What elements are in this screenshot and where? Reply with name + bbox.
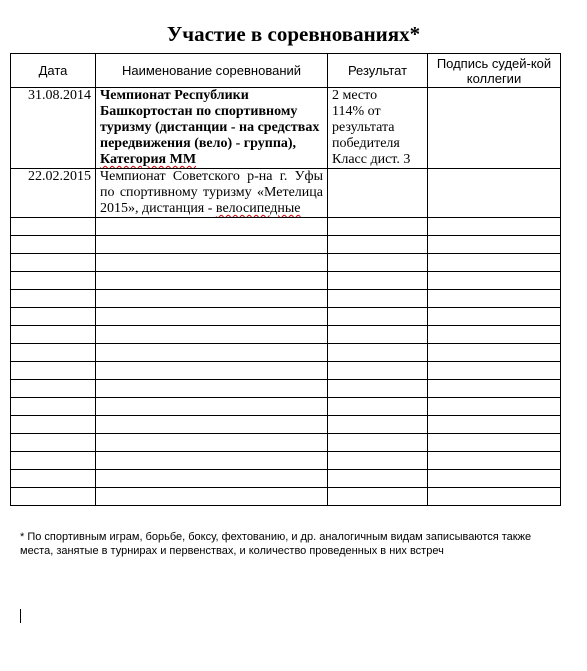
empty-cell-signature[interactable]: [428, 326, 561, 344]
empty-cell-result[interactable]: [328, 290, 428, 308]
empty-cell-date[interactable]: [11, 236, 96, 254]
result-line: Класс дист. 3: [332, 152, 411, 167]
empty-cell-signature[interactable]: [428, 398, 561, 416]
empty-table-row: [11, 344, 561, 362]
empty-cell-date[interactable]: [11, 326, 96, 344]
header-date: Дата: [11, 54, 96, 88]
empty-cell-name[interactable]: [96, 398, 328, 416]
empty-table-row: [11, 380, 561, 398]
empty-cell-signature[interactable]: [428, 236, 561, 254]
empty-cell-name[interactable]: [96, 308, 328, 326]
empty-cell-date[interactable]: [11, 470, 96, 488]
footnote: * По спортивным играм, борьбе, боксу, фехтованию, и др. аналогичным видам записываются также места, занятые в турнирах и первенствах, и количество проведенных в них встреч: [20, 531, 532, 557]
empty-cell-signature[interactable]: [428, 254, 561, 272]
empty-cell-name[interactable]: [96, 416, 328, 434]
empty-cell-signature[interactable]: [428, 344, 561, 362]
empty-cell-result[interactable]: [328, 326, 428, 344]
empty-cell-date[interactable]: [11, 434, 96, 452]
result-line: 114% от: [332, 104, 381, 119]
empty-cell-date[interactable]: [11, 218, 96, 236]
empty-cell-signature[interactable]: [428, 380, 561, 398]
empty-cell-result[interactable]: [328, 434, 428, 452]
table-header-row: [11, 54, 561, 88]
empty-cell-signature[interactable]: [428, 290, 561, 308]
table-row: [11, 169, 561, 218]
empty-cell-result[interactable]: [328, 470, 428, 488]
empty-cell-date[interactable]: [11, 416, 96, 434]
empty-cell-result[interactable]: [328, 218, 428, 236]
text-cursor: [20, 609, 21, 623]
empty-cell-name[interactable]: [96, 254, 328, 272]
empty-cell-date[interactable]: [11, 488, 96, 506]
empty-cell-result[interactable]: [328, 254, 428, 272]
empty-table-row: [11, 218, 561, 236]
empty-cell-signature[interactable]: [428, 488, 561, 506]
page-title: Участие в соревнованиях*: [166, 22, 421, 46]
empty-cell-signature[interactable]: [428, 362, 561, 380]
empty-cell-result[interactable]: [328, 272, 428, 290]
empty-cell-date[interactable]: [11, 254, 96, 272]
empty-cell-date[interactable]: [11, 344, 96, 362]
empty-table-row: [11, 470, 561, 488]
row-name[interactable]: [96, 169, 328, 218]
empty-cell-result[interactable]: [328, 308, 428, 326]
empty-cell-date[interactable]: [11, 398, 96, 416]
row-signature[interactable]: [428, 88, 561, 169]
empty-cell-signature[interactable]: [428, 452, 561, 470]
empty-table-row: [11, 290, 561, 308]
empty-cell-signature[interactable]: [428, 308, 561, 326]
row-name-tail: Категория ММ: [100, 152, 197, 167]
header-name: Наименование соревнований: [96, 54, 328, 88]
empty-table-row: [11, 326, 561, 344]
empty-cell-name[interactable]: [96, 488, 328, 506]
result-line: 2 место: [332, 88, 378, 103]
empty-cell-name[interactable]: [96, 470, 328, 488]
empty-cell-signature[interactable]: [428, 416, 561, 434]
empty-cell-date[interactable]: [11, 362, 96, 380]
empty-cell-name[interactable]: [96, 434, 328, 452]
row-name-text: Чемпионат Советского р-на г. Уфы по спортивному туризму «Метелица 2015», дистанция -: [100, 169, 323, 216]
empty-cell-date[interactable]: [11, 380, 96, 398]
row-name-text: Чемпионат Республики Башкортостан по спортивному туризму (дистанции - на средствах передвижения (вело) - группа),: [100, 88, 320, 151]
empty-table-row: [11, 416, 561, 434]
header-signature: Подпись судей-кой коллегии: [428, 54, 561, 88]
empty-table-row: [11, 236, 561, 254]
empty-cell-result[interactable]: [328, 344, 428, 362]
empty-cell-name[interactable]: [96, 452, 328, 470]
empty-cell-signature[interactable]: [428, 470, 561, 488]
empty-cell-date[interactable]: [11, 272, 96, 290]
empty-cell-signature[interactable]: [428, 272, 561, 290]
row-signature[interactable]: [428, 169, 561, 218]
competitions-table: [10, 53, 561, 506]
row-name-tail: велосипедные: [215, 201, 301, 216]
empty-table-row: [11, 488, 561, 506]
empty-cell-name[interactable]: [96, 290, 328, 308]
row-name[interactable]: [96, 88, 328, 169]
empty-table-row: [11, 362, 561, 380]
empty-cell-result[interactable]: [328, 362, 428, 380]
empty-table-row: [11, 272, 561, 290]
empty-cell-name[interactable]: [96, 326, 328, 344]
header-result: Результат: [328, 54, 428, 88]
empty-cell-date[interactable]: [11, 290, 96, 308]
empty-cell-signature[interactable]: [428, 434, 561, 452]
result-line: результата: [332, 120, 395, 135]
empty-table-row: [11, 308, 561, 326]
empty-cell-name[interactable]: [96, 218, 328, 236]
result-line: победителя: [332, 136, 400, 151]
empty-cell-signature[interactable]: [428, 218, 561, 236]
empty-cell-name[interactable]: [96, 362, 328, 380]
empty-cell-name[interactable]: [96, 344, 328, 362]
empty-table-row: [11, 452, 561, 470]
empty-table-row: [11, 398, 561, 416]
row-date[interactable]: 22.02.2015: [11, 169, 96, 218]
empty-table-row: [11, 434, 561, 452]
empty-cell-result[interactable]: [328, 488, 428, 506]
empty-cell-result[interactable]: [328, 452, 428, 470]
empty-cell-date[interactable]: [11, 308, 96, 326]
row-result[interactable]: [328, 169, 428, 218]
empty-cell-result[interactable]: [328, 416, 428, 434]
table-row: [11, 88, 561, 169]
empty-cell-name[interactable]: [96, 380, 328, 398]
row-date[interactable]: 31.08.2014: [11, 88, 96, 169]
empty-cell-result[interactable]: [328, 398, 428, 416]
empty-cell-name[interactable]: [96, 272, 328, 290]
empty-table-row: [11, 254, 561, 272]
empty-cell-result[interactable]: [328, 380, 428, 398]
empty-cell-date[interactable]: [11, 452, 96, 470]
empty-cell-result[interactable]: [328, 236, 428, 254]
empty-cell-name[interactable]: [96, 236, 328, 254]
row-result[interactable]: [328, 88, 428, 169]
